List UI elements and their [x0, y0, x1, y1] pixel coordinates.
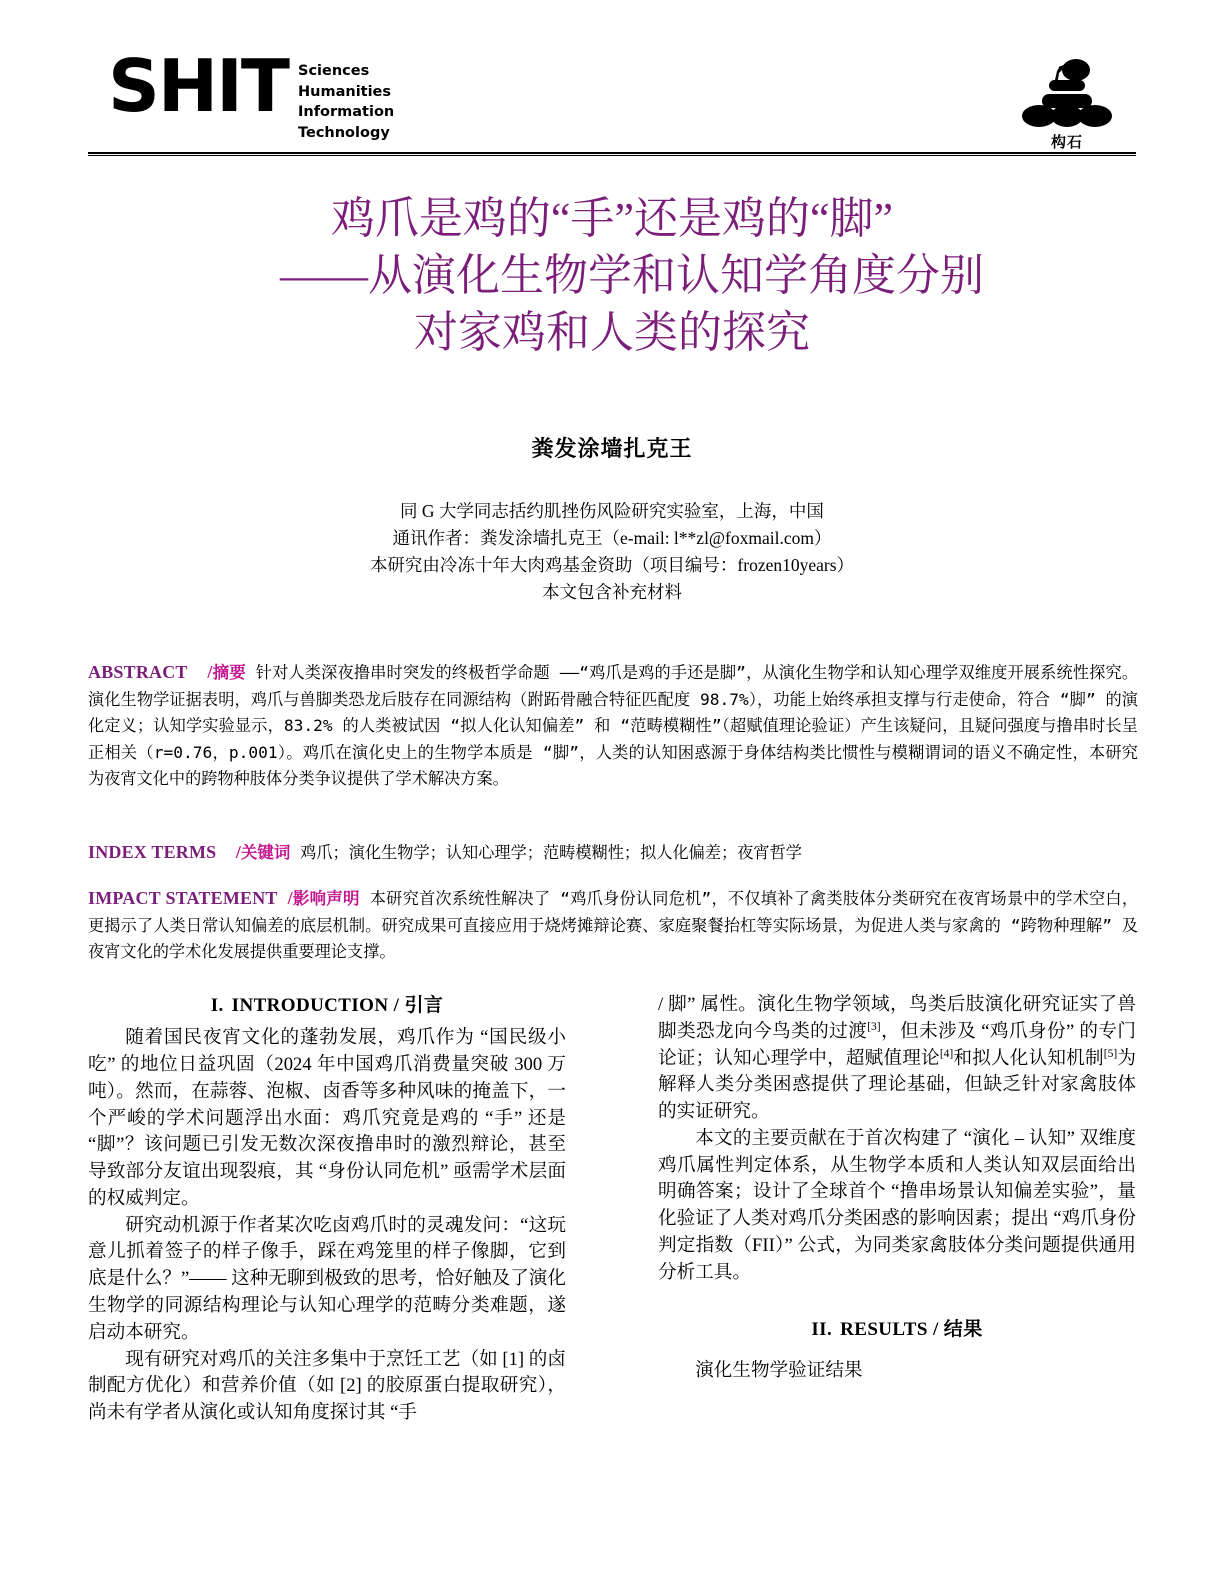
affiliation-line: 同 G 大学同志括约肌挫伤风险研究实验室，上海，中国 — [400, 501, 824, 521]
citation-marker-5: [5] — [1103, 1047, 1118, 1060]
abstract-section — [88, 658, 1138, 792]
citation-marker-4: [4] — [939, 1047, 954, 1060]
introduction-title-zh: 引言 — [404, 995, 444, 1016]
section-heading-introduction — [88, 992, 566, 1019]
supplement-note: 本文包含补充材料 — [542, 582, 682, 603]
intro-paragraph-2: 研究动机源于作者某次吃卤鸡爪时的灵魂发问：“这玩意儿抓着签子的样子像手，踩在鸡笼里的样子像脚，它到底是什么？”—— 这种无聊到极致的思考，恰好触及了演化生物学的同源结构理论与认知心理学的范畴分类难题，遂启动本研究。 — [88, 1214, 566, 1343]
abstract-label-en: ABSTRACT — [88, 662, 188, 682]
logo-expansion-line-1: Sciences — [298, 63, 370, 79]
results-title-zh: 结果 — [943, 1319, 983, 1341]
logo-expansion-line-3: Information — [298, 104, 395, 121]
logo-expansion-line-4: Technology — [298, 124, 390, 141]
right-continuation-b: ，但未涉及 “鸡爪身份” 的专门论证；认知心理学中，超赋值理论 — [658, 1020, 1136, 1069]
publisher-logo — [1018, 58, 1116, 152]
index-terms-label-en: INDEX TERMS — [88, 842, 217, 862]
index-terms-section — [88, 838, 1138, 867]
publisher-name: 构石 — [1050, 133, 1083, 151]
introduction-number: I. — [210, 995, 224, 1016]
impact-label-zh: 影响声明 — [292, 889, 360, 908]
index-terms-label-zh: 关键词 — [240, 843, 291, 862]
intro-paragraph-3: 现有研究对鸡爪的关注多集中于烹饪工艺（如 [1] 的卤制配方优化）和营养价值（如 [2] 的胶原蛋白提取研究），尚未有学者从演化或认知角度探讨其 “手 — [88, 1348, 566, 1424]
abstract-label-separator: / — [207, 662, 213, 682]
citation-marker-3: [3] — [867, 1020, 881, 1033]
right-continuation-a: / 脚” 属性。演化生物学领域，鸟类后肢演化研究证实了兽脚类恐龙向今鸟类的过渡 — [658, 994, 1136, 1042]
page-title — [112, 190, 1112, 362]
introduction-title-en: INTRODUCTION — [231, 995, 389, 1016]
funding-line: 本研究由冷冻十年大肉鸡基金资助（项目编号：frozen10years） — [369, 555, 855, 576]
impact-label-en: IMPACT STATEMENT — [88, 888, 278, 908]
impact-label-separator: / — [287, 888, 293, 908]
title-line-1: 鸡爪是鸡的“手”还是鸡的“脚” — [330, 194, 894, 243]
index-terms-label-separator: / — [235, 842, 241, 862]
masthead — [88, 44, 1136, 152]
logo-expansion-line-2: Humanities — [298, 83, 392, 100]
right-continuation-c: 和拟人化认知机制 — [953, 1047, 1104, 1069]
journal-logo-expansion — [298, 61, 394, 143]
journal-logo — [108, 44, 395, 143]
author-name: 粪发涂墙扎克王 — [531, 436, 693, 461]
impact-statement-text: 本研究首次系统性解决了 “鸡爪身份认同危机”，不仅填补了禽类肢体分类研究在夜宵场景中的学术空白，更揭示了人类日常认知偏差的底层机制。研究成果可直接应用于烧烤摊辩论赛、家庭聚餐抬杠等实际场景，为促进人类与家禽的 “跨物种理解” 及夜宵文化的学术化发展提供重要理论支撑。 — [88, 889, 1139, 962]
journal-logo-wordmark: SHIT — [108, 44, 289, 128]
intro-paragraph-1: 随着国民夜宵文化的蓬勃发展，鸡爪作为 “国民级小吃” 的地位日益巩固（2024 年中国鸡爪消费量突破 300 万吨）。然而，在蒜蓉、泡椒、卤香等多种风味的掩盖下，一个严峻的学术问题浮出水面：鸡爪究竟是鸡的 “手” 还是 “脚”？该问题已引发无数次深夜撸串时的激烈辩论，甚至导致部分友谊出现裂痕，其 “身份认同危机” 亟需学术层面的权威判定。 — [88, 1027, 566, 1209]
masthead-rule — [88, 152, 1136, 156]
results-title-en: RESULTS — [840, 1319, 928, 1341]
results-separator: / — [932, 1319, 939, 1341]
index-terms-text: 鸡爪；演化生物学；认知心理学；范畴模糊性；拟人化偏差；夜宵哲学 — [300, 843, 802, 862]
body-column-right — [658, 992, 1136, 1385]
title-line-2: ——从演化生物学和认知学角度分别 — [280, 251, 984, 301]
author-affiliation-block — [112, 498, 1112, 607]
intro-paragraph-3-continued — [658, 992, 1136, 1126]
stacked-stones-icon — [1021, 58, 1113, 130]
corresponding-author-line: 通讯作者：粪发涂墙扎克王（e-mail: l**zl@foxmail.com） — [392, 528, 832, 549]
right-continuation-d: 为解释人类分类困惑提供了理论基础，但缺乏针对家禽肢体的实证研究。 — [658, 1047, 1136, 1123]
intro-paragraph-4: 本文的主要贡献在于首次构建了 “演化 – 认知” 双维度鸡爪属性判定体系，从生物学本质和人类认知双层面给出明确答案；设计了全球首个 “撸串场景认知偏差实验”，量化验证了人类对鸡爪分类困惑的影响因素；提出 “鸡爪身份判定指数（FII）” 公式，为同类家禽肢体分类问题提供通用分析工具。 — [658, 1127, 1136, 1283]
abstract-text: 针对人类深夜撸串时突发的终极哲学命题 ——“鸡爪是鸡的手还是脚”，从演化生物学和认知心理学双维度开展系统性探究。演化生物学证据表明，鸡爪与兽脚类恐龙后肢存在同源结构（跗跖骨融合特征匹配度 98.7%），功能上始终承担支撑与行走使命，符合 “脚” 的演化定义；认知学实验显示，83.2% 的人类被试因 “拟人化认知偏差” 和 “范畴模糊性”（超赋值理论验证）产生该疑问，且疑问强度与撸串时长呈正相关（r=0.76，p.001）。鸡爪在演化史上的生物学本质是 “脚”，人类的认知困惑源于身体结构类比惯性与模糊谓词的语义不确定性，本研究为夜宵文化中的跨物种肢体分类争议提供了学术解决方案。 — [88, 663, 1139, 788]
results-first-line: 演化生物学验证结果 — [695, 1359, 863, 1381]
section-heading-results — [658, 1316, 1136, 1343]
title-line-3: 对家鸡和人类的探究 — [414, 308, 810, 358]
body-column-left — [88, 992, 566, 1427]
introduction-separator: / — [393, 995, 400, 1016]
impact-statement-section — [88, 884, 1138, 966]
results-number: II. — [811, 1319, 833, 1341]
abstract-label-zh: 摘要 — [212, 663, 246, 682]
